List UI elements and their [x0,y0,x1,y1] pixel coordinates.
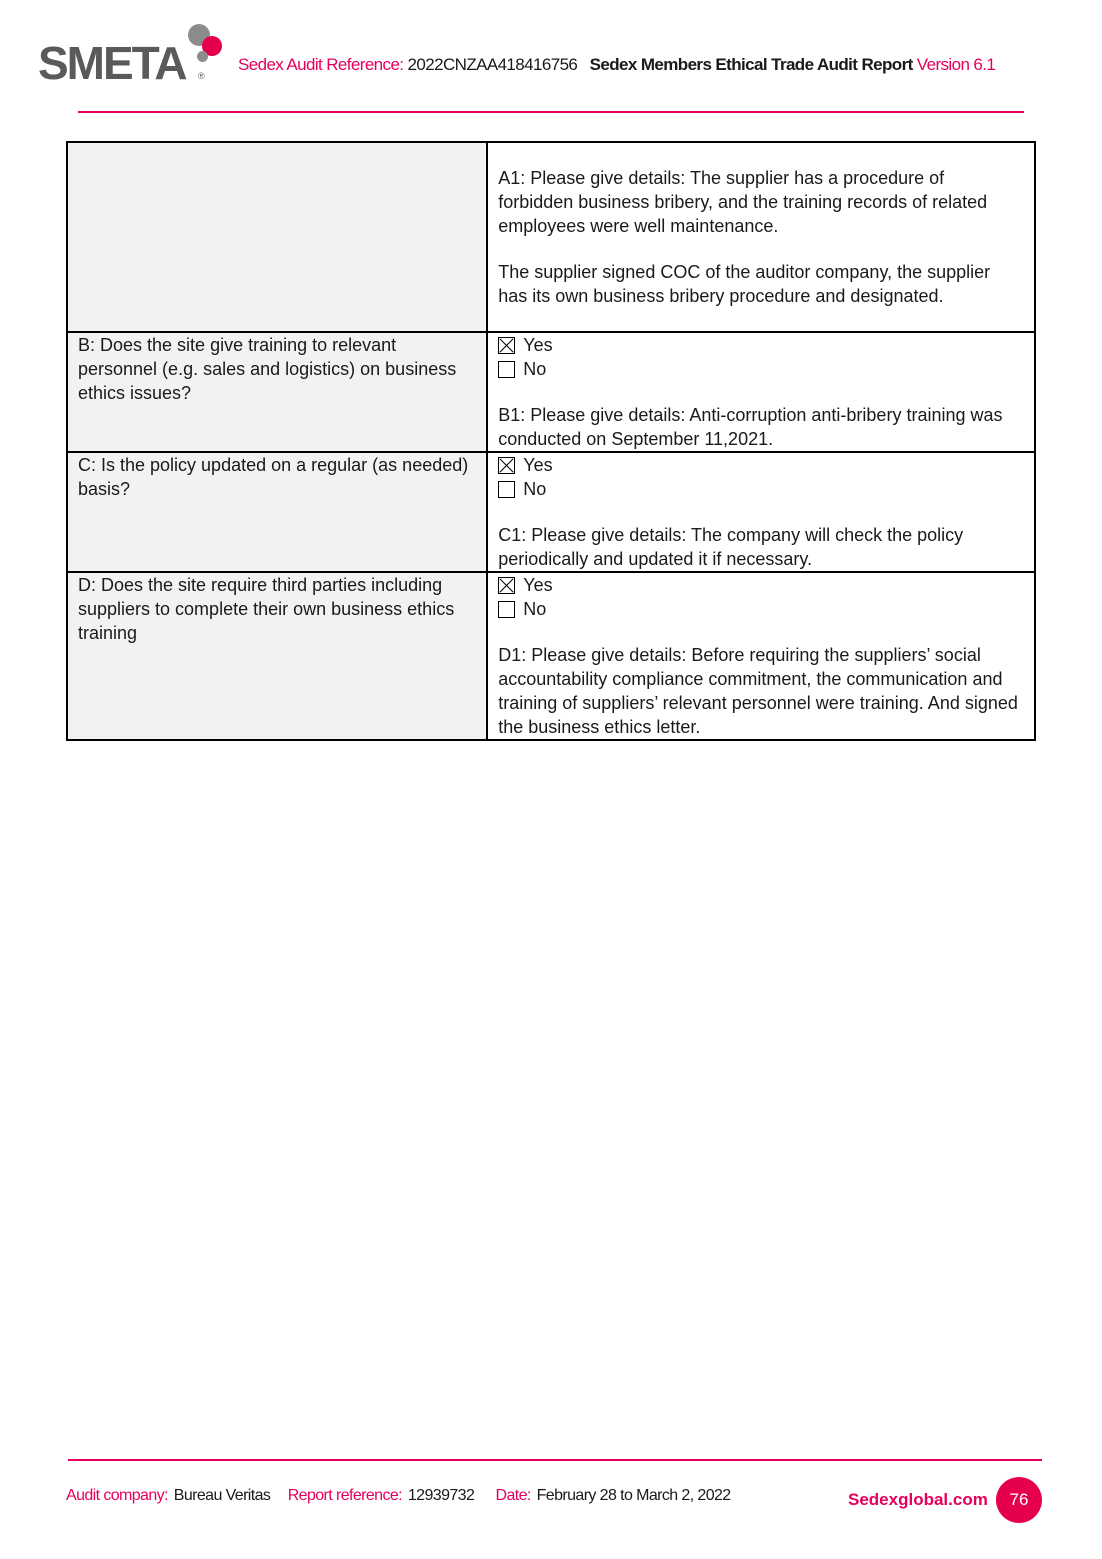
report-reference-label: Report reference: [287,1487,403,1504]
answer-cell [487,332,1035,452]
yes-label: Yes [523,455,553,475]
page-header [38,18,1038,88]
details-text: B1: Please give details: Anti-corruption anti-bribery training was conducted on September 11,2021. [498,405,1003,449]
yes-label: Yes [523,575,553,595]
report-version: Version 6.1 [916,55,996,74]
yes-option[interactable] [498,453,1024,477]
report-reference-value: 12939732 [407,1487,475,1504]
no-option[interactable] [498,357,1024,381]
business-ethics-table [66,141,1036,741]
question-text: C: Is the policy updated on a regular (as needed) basis? [78,455,469,499]
footer-divider [68,1459,1042,1461]
checkbox-checked-icon[interactable] [498,577,515,594]
checkbox-checked-icon[interactable] [498,337,515,354]
question-cell [67,452,487,572]
question-text: B: Does the site give training to relevant personnel (e.g. sales and logistics) on business ethics issues? [78,335,457,403]
sedexglobal-link[interactable]: Sedexglobal.com [848,1490,988,1509]
answer-paragraph: A1: Please give details: The supplier has a procedure of forbidden business bribery, and the training records of related employees were well maintenance. [498,168,988,236]
checkbox-unchecked-icon[interactable] [498,361,515,378]
page-number: 76 [1009,1490,1029,1509]
audit-reference-value: 2022CNZAA418416756 [407,55,578,74]
audit-reference-label: Sedex Audit Reference: [238,55,404,74]
answer-cell [487,572,1035,740]
question-cell [67,572,487,740]
question-cell [67,142,487,332]
table-row [67,452,1035,572]
page-number-badge [996,1477,1042,1523]
table-row [67,572,1035,740]
no-label: No [523,599,547,619]
date-value: February 28 to March 2, 2022 [536,1487,731,1504]
no-option[interactable] [498,477,1024,501]
logo-dot-small [197,51,208,62]
checkbox-unchecked-icon[interactable] [498,601,515,618]
logo-registered-mark: ® [198,71,205,81]
question-text: D: Does the site require third parties including suppliers to complete their own business ethics training [78,575,455,643]
no-option[interactable] [498,597,1024,621]
checkbox-unchecked-icon[interactable] [498,481,515,498]
details-text: C1: Please give details: The company will check the policy periodically and updated it if necessary. [498,525,964,569]
answer-cell [487,142,1035,332]
audit-company-value: Bureau Veritas [173,1487,271,1504]
details-text: D1: Please give details: Before requiring the suppliers’ social accountability compliance commitment, the communication and training of suppliers’ relevant personnel were training. And signed the business ethics letter. [498,645,1018,737]
table-row [67,332,1035,452]
report-title: Sedex Members Ethical Trade Audit Report [589,55,913,74]
no-label: No [523,479,547,499]
audit-company-label: Audit company: [66,1487,168,1504]
date-label: Date: [495,1487,531,1504]
yes-option[interactable] [498,573,1024,597]
checkbox-checked-icon[interactable] [498,457,515,474]
header-line [238,55,995,75]
page-footer [66,1487,733,1505]
answer-cell [487,452,1035,572]
header-divider [78,111,1024,113]
question-cell [67,332,487,452]
answer-paragraph: The supplier signed COC of the auditor company, the supplier has its own business bribery procedure and designated. [498,262,991,306]
smeta-logo [38,24,228,89]
table-row [67,142,1035,332]
yes-option[interactable] [498,333,1024,357]
yes-label: Yes [523,335,553,355]
logo-text: SMETA [38,37,186,89]
no-label: No [523,359,547,379]
